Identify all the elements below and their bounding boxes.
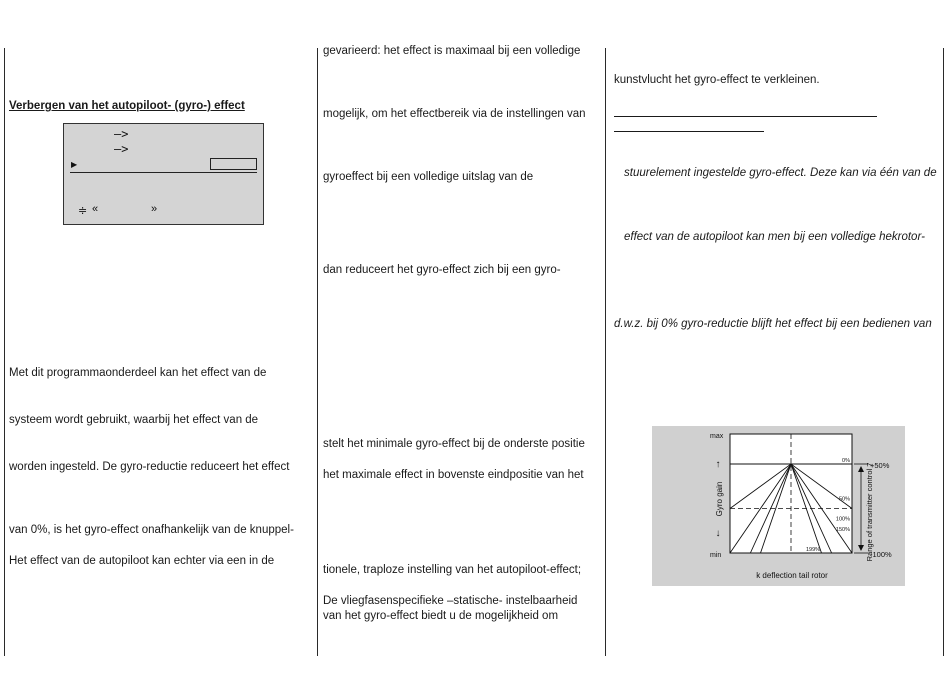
series-label: 100%	[835, 516, 850, 523]
text-line: tionele, traploze instelling van het autopiloot-effect;	[323, 564, 582, 576]
range-arrow-up-icon	[858, 466, 864, 472]
y-tick-max: max	[710, 433, 724, 440]
right-axis-label	[865, 463, 874, 562]
text-line: het maximale effect in bovenste eindpositie van het	[323, 469, 584, 481]
text-line: Met dit programmaonderdeel kan het effect van de	[9, 367, 267, 379]
text-line: van 0%, is het gyro-effect onafhankelijk van de knuppel-	[9, 524, 294, 536]
display-selected-row[interactable]	[70, 158, 257, 173]
right-tick-top: +50%	[870, 461, 890, 470]
series-label: 50%	[838, 496, 850, 503]
right-axis-label-text: Range of transmitter control 7	[865, 462, 874, 562]
y-axis-label: Gyro gain	[715, 481, 724, 517]
x-axis-label: k deflection tail rotor	[756, 571, 828, 580]
text-line: gyroeffect bij een volledige uitslag van de	[323, 171, 534, 183]
text-line: De vliegfasenspecifieke –statische- instelbaarheid	[323, 595, 578, 607]
display-arrow-2: –>	[114, 142, 129, 156]
column-divider-1	[317, 48, 318, 656]
text-line: systeem wordt gebruikt, waarbij het effect van de	[9, 414, 259, 426]
column-divider-2	[605, 48, 606, 656]
column-divider-left	[4, 48, 5, 656]
divider-line	[614, 116, 877, 117]
column-divider-right	[943, 48, 944, 656]
page-right-icon[interactable]: »	[151, 203, 158, 215]
transmitter-display	[63, 123, 264, 225]
display-arrow-1: –>	[114, 127, 129, 141]
display-value-field[interactable]	[210, 158, 257, 170]
page-left-icon[interactable]: «	[92, 203, 99, 215]
text-line: effect van de autopiloot kan men bij een volledige hekrotor-	[624, 231, 925, 243]
right-tick-bottom: -100%	[870, 550, 892, 559]
range-arrow-down-icon	[858, 545, 864, 551]
section-heading: Verbergen van het autopiloot- (gyro-) effect	[9, 100, 245, 112]
down-arrow-icon: ↓	[715, 528, 721, 539]
series-label: 0%	[842, 458, 850, 464]
divider-line	[614, 131, 764, 132]
y-tick-min: min	[710, 552, 722, 559]
text-line: gevarieerd: het effect is maximaal bij een volledige	[323, 45, 581, 57]
text-line: d.w.z. bij 0% gyro-reductie blijft het effect bij een bedienen van	[614, 318, 932, 330]
text-line: mogelijk, om het effectbereik via de instellingen van	[323, 108, 586, 120]
cursor-triangle-icon: ▶	[71, 160, 78, 169]
text-line: kunstvlucht het gyro-effect te verkleinen.	[614, 74, 820, 86]
up-arrow-icon: ↑	[715, 459, 721, 470]
text-line: Het effect van de autopiloot kan echter via een in de	[9, 555, 275, 567]
series-label: 150%	[835, 527, 850, 533]
series-label: 199%	[805, 547, 821, 553]
text-line: stuurelement ingestelde gyro-effect. Deze kan via één van de	[624, 167, 937, 179]
up-down-arrows-icon[interactable]: ≑	[78, 205, 88, 217]
text-line: worden ingesteld. De gyro-reductie reduceert het effect	[9, 461, 290, 473]
gyro-gain-chart	[652, 426, 905, 586]
text-line: van het gyro-effect biedt u de mogelijkheid om	[323, 610, 559, 622]
text-line: dan reduceert het gyro-effect zich bij een gyro-	[323, 264, 561, 276]
text-line: stelt het minimale gyro-effect bij de onderste positie	[323, 438, 585, 450]
